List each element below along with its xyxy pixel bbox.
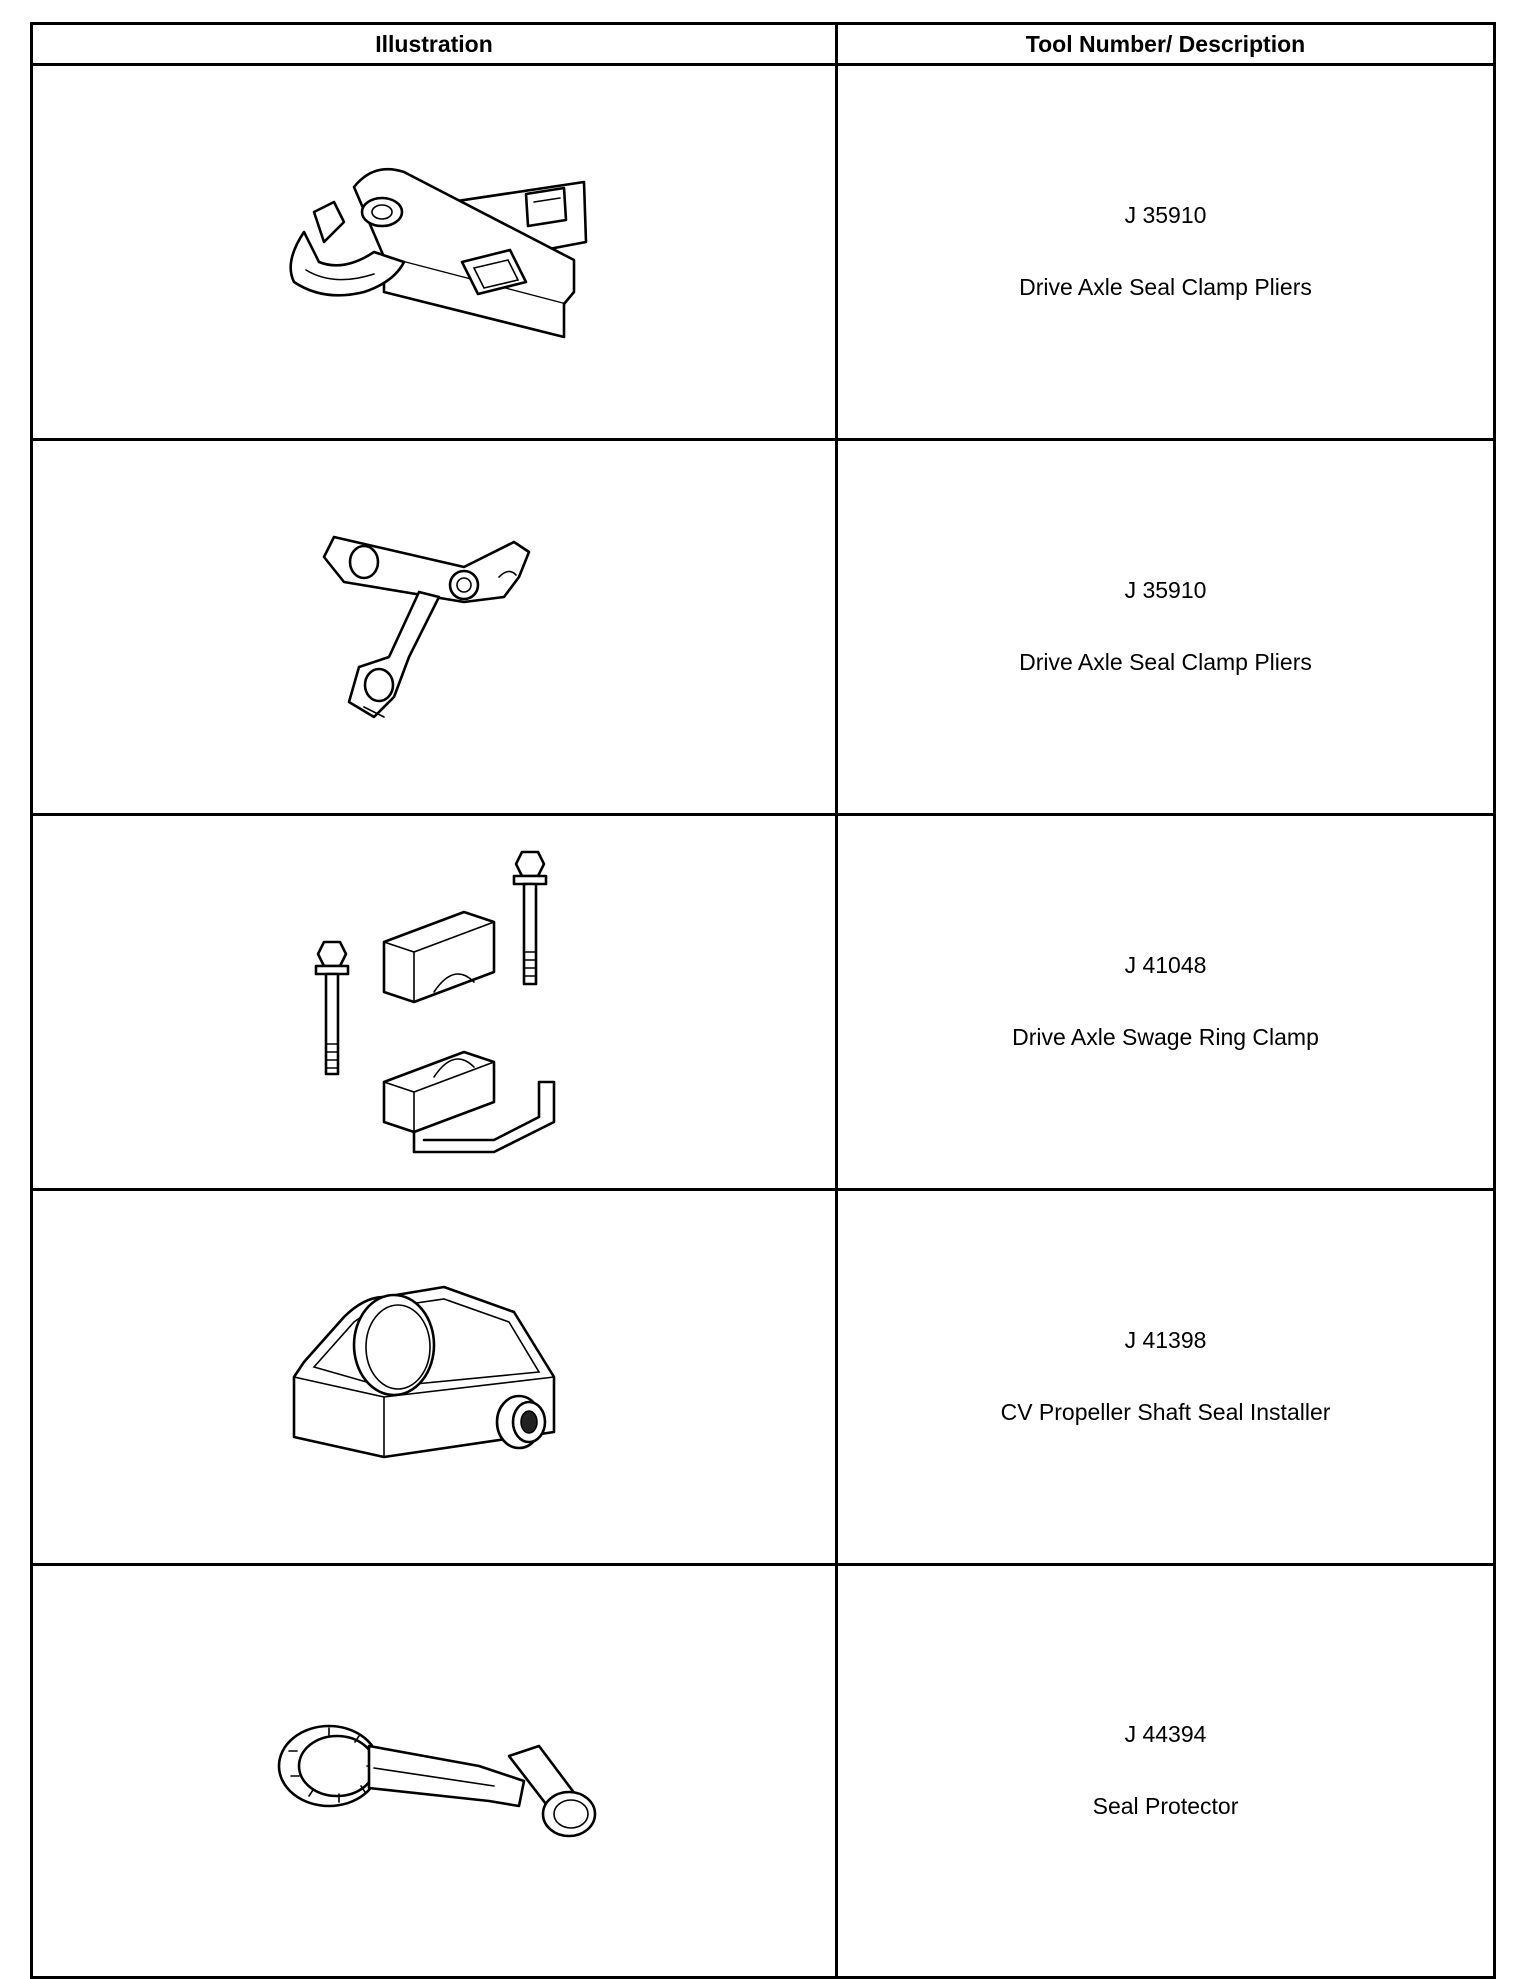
header-tool-description: Tool Number/ Description — [837, 24, 1495, 65]
tool-number: J 44394 — [1124, 1721, 1207, 1748]
swage-ring-clamp-icon — [294, 842, 574, 1162]
description-cell — [837, 815, 1495, 1190]
tool-description: Drive Axle Seal Clamp Pliers — [1019, 649, 1312, 675]
table-row — [32, 65, 1495, 440]
tool-number: J 35910 — [1124, 202, 1207, 229]
description-cell — [837, 65, 1495, 440]
illustration-cell — [32, 65, 837, 440]
tool-description: Drive Axle Swage Ring Clamp — [1012, 1024, 1319, 1050]
illustration-cell — [32, 1565, 837, 1978]
tool-number: J 35910 — [1124, 577, 1207, 604]
special-tools-table — [30, 22, 1496, 1979]
description-cell — [837, 1190, 1495, 1565]
tool-description: Drive Axle Seal Clamp Pliers — [1019, 274, 1312, 300]
table-row — [32, 815, 1495, 1190]
illustration-cell — [32, 1190, 837, 1565]
table-row — [32, 1565, 1495, 1978]
table-header-row — [32, 24, 1495, 65]
table-row — [32, 1190, 1495, 1565]
tool-number: J 41398 — [1124, 1327, 1207, 1354]
seal-installer-icon — [284, 1257, 584, 1497]
seal-clamp-pliers-closed-icon — [264, 142, 604, 362]
illustration-cell — [32, 815, 837, 1190]
seal-clamp-pliers-open-icon — [304, 517, 564, 737]
table-row — [32, 440, 1495, 815]
description-cell — [837, 1565, 1495, 1978]
tool-description: CV Propeller Shaft Seal Installer — [1000, 1399, 1331, 1425]
description-cell — [837, 440, 1495, 815]
seal-protector-icon — [269, 1696, 599, 1846]
illustration-cell — [32, 440, 837, 815]
tool-description: Seal Protector — [1092, 1793, 1239, 1819]
tool-number: J 41048 — [1124, 952, 1207, 979]
header-illustration: Illustration — [32, 24, 837, 65]
